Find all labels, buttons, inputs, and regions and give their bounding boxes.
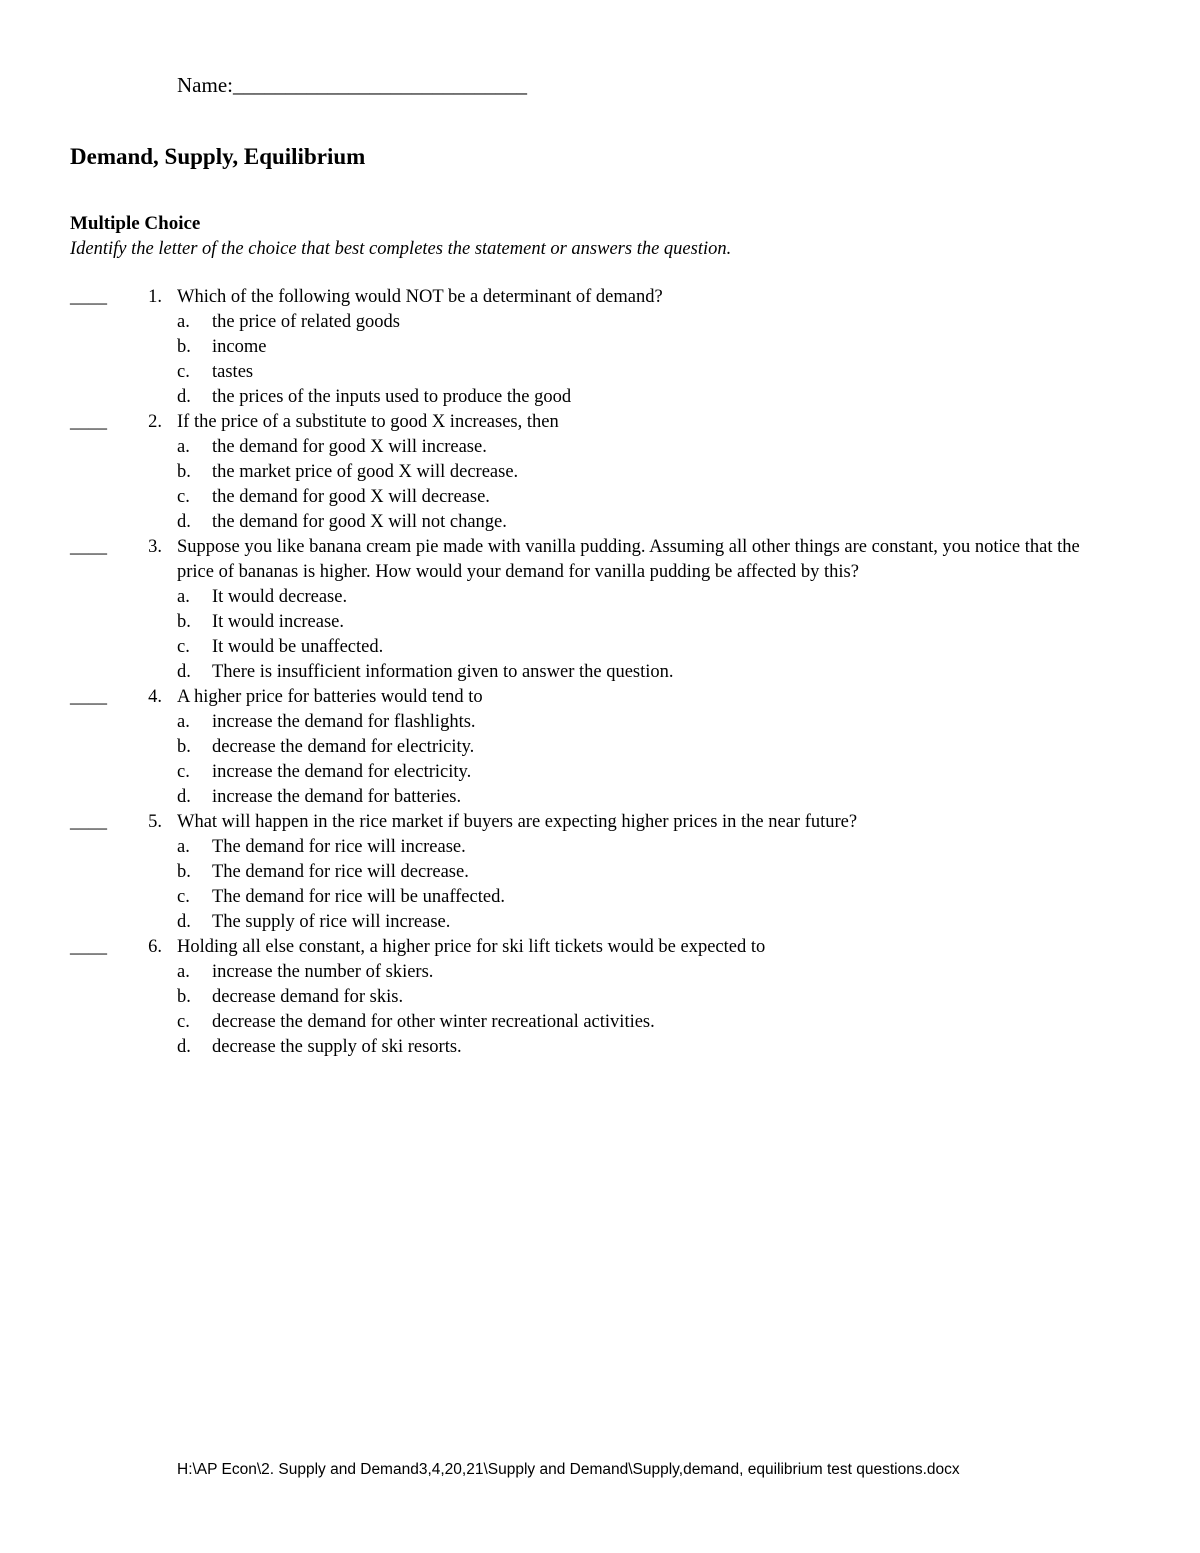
question-1 (0, 285, 1200, 410)
option-text: the demand for good X will decrease. (212, 487, 490, 507)
option-letter: d. (177, 1037, 191, 1057)
option-c (177, 885, 1112, 910)
option-letter: d. (177, 912, 191, 932)
question-number: 2. (148, 412, 162, 432)
question-number: 5. (148, 812, 162, 832)
option-text: decrease the supply of ski resorts. (212, 1037, 462, 1057)
answer-blank[interactable]: ____ (70, 537, 107, 557)
option-letter: c. (177, 487, 190, 507)
option-b (177, 860, 1112, 885)
option-text: the prices of the inputs used to produce the good (212, 387, 572, 407)
option-c (177, 1010, 1112, 1035)
option-text: the market price of good X will decrease. (212, 462, 519, 482)
option-a (177, 310, 1112, 335)
option-letter: c. (177, 637, 190, 657)
option-d (177, 910, 1112, 935)
question-6 (0, 935, 1200, 1060)
option-text: the price of related goods (212, 312, 401, 332)
option-b (177, 985, 1112, 1010)
question-2 (0, 410, 1200, 535)
option-b (177, 735, 1112, 760)
question-text: Holding all else constant, a higher price for ski lift tickets would be expected to (177, 937, 766, 957)
section-title: Multiple Choice (70, 213, 201, 234)
option-text: The demand for rice will increase. (212, 837, 466, 857)
question-text: Which of the following would NOT be a determinant of demand? (177, 287, 663, 307)
option-d (177, 510, 1112, 535)
option-text: It would be unaffected. (212, 637, 384, 657)
option-b (177, 335, 1112, 360)
option-letter: d. (177, 387, 191, 407)
option-letter: b. (177, 612, 191, 632)
document-title: Demand, Supply, Equilibrium (70, 144, 366, 169)
option-text: increase the demand for flashlights. (212, 712, 476, 732)
option-letter: b. (177, 337, 191, 357)
option-text: decrease the demand for other winter recreational activities. (212, 1012, 655, 1032)
option-letter: b. (177, 987, 191, 1007)
section-instructions: Identify the letter of the choice that best completes the statement or answers the question. (70, 239, 732, 259)
option-letter: a. (177, 587, 190, 607)
option-text: the demand for good X will increase. (212, 437, 487, 457)
question-text: Suppose you like banana cream pie made with vanilla pudding. Assuming all other things are constant, you notice that the price of bananas is higher. How would your demand for vanilla pudding be affected by this? (177, 537, 1080, 582)
option-text: increase the demand for batteries. (212, 787, 462, 807)
option-letter: d. (177, 512, 191, 532)
question-text: If the price of a substitute to good X increases, then (177, 412, 559, 432)
option-letter: c. (177, 362, 190, 382)
option-letter: a. (177, 962, 190, 982)
option-c (177, 360, 1112, 385)
option-text: The demand for rice will decrease. (212, 862, 469, 882)
option-letter: b. (177, 862, 191, 882)
question-text: A higher price for batteries would tend to (177, 687, 483, 707)
answer-blank[interactable]: ____ (70, 412, 107, 432)
option-letter: c. (177, 762, 190, 782)
answer-blank[interactable]: ____ (70, 937, 107, 957)
option-a (177, 435, 1112, 460)
option-a (177, 960, 1112, 985)
option-a (177, 585, 1112, 610)
question-list (0, 285, 1200, 1060)
option-letter: a. (177, 312, 190, 332)
option-d (177, 1035, 1112, 1060)
option-letter: a. (177, 837, 190, 857)
option-text: decrease the demand for electricity. (212, 737, 475, 757)
footer-file-path: H:\AP Econ\2. Supply and Demand3,4,20,21\Supply and Demand\Supply,demand, equilibrium test questions.docx (177, 1461, 960, 1478)
option-text: It would decrease. (212, 587, 348, 607)
option-letter: d. (177, 787, 191, 807)
option-b (177, 610, 1112, 635)
option-b (177, 460, 1112, 485)
option-text: The demand for rice will be unaffected. (212, 887, 505, 907)
question-5 (0, 810, 1200, 935)
option-d (177, 660, 1112, 685)
option-letter: a. (177, 712, 190, 732)
option-c (177, 485, 1112, 510)
name-line: Name:____________________________ (177, 73, 527, 97)
question-number: 4. (148, 687, 162, 707)
answer-blank[interactable]: ____ (70, 687, 107, 707)
question-number: 3. (148, 537, 162, 557)
option-a (177, 835, 1112, 860)
option-text: decrease demand for skis. (212, 987, 404, 1007)
question-4 (0, 685, 1200, 810)
option-letter: a. (177, 437, 190, 457)
question-3 (0, 535, 1200, 685)
option-c (177, 760, 1112, 785)
option-a (177, 710, 1112, 735)
option-text: There is insufficient information given to answer the question. (212, 662, 674, 682)
option-letter: b. (177, 737, 191, 757)
option-letter: d. (177, 662, 191, 682)
question-number: 1. (148, 287, 162, 307)
question-number: 6. (148, 937, 162, 957)
option-c (177, 635, 1112, 660)
option-text: the demand for good X will not change. (212, 512, 507, 532)
option-d (177, 785, 1112, 810)
option-letter: c. (177, 887, 190, 907)
option-letter: c. (177, 1012, 190, 1032)
question-text: What will happen in the rice market if buyers are expecting higher prices in the near future? (177, 812, 858, 832)
option-d (177, 385, 1112, 410)
option-text: increase the number of skiers. (212, 962, 434, 982)
option-letter: b. (177, 462, 191, 482)
option-text: tastes (212, 362, 254, 382)
answer-blank[interactable]: ____ (70, 287, 107, 307)
option-text: It would increase. (212, 612, 345, 632)
option-text: income (212, 337, 267, 357)
option-text: The supply of rice will increase. (212, 912, 451, 932)
answer-blank[interactable]: ____ (70, 812, 107, 832)
option-text: increase the demand for electricity. (212, 762, 472, 782)
